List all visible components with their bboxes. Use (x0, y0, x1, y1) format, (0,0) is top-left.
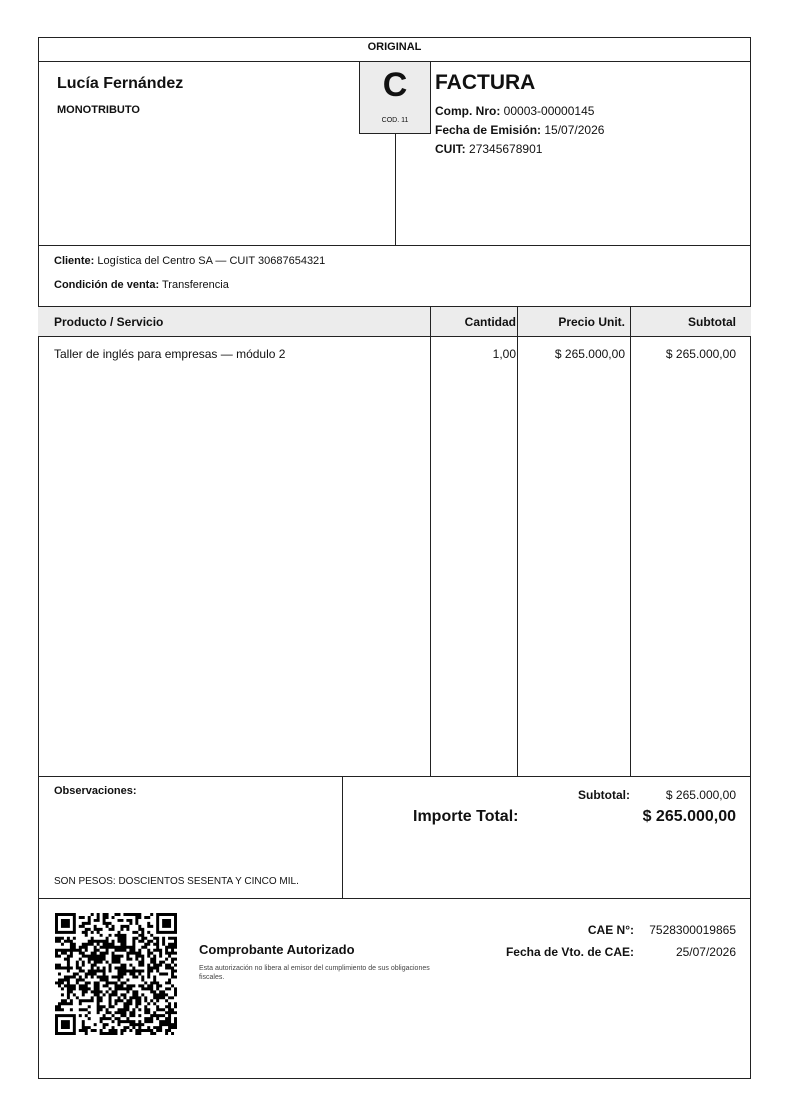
column-divider (430, 306, 431, 776)
invoice-date-label: Fecha de Emisión: (435, 123, 542, 137)
qr-modules (55, 913, 177, 1035)
divider (38, 776, 751, 777)
divider (38, 245, 751, 246)
client-label: Cliente: (54, 255, 95, 267)
column-divider (517, 306, 518, 776)
invoice-date-value: 15/07/2026 (544, 123, 605, 137)
column-divider (630, 306, 631, 776)
invoice-number-value: 00003-00000145 (503, 104, 595, 118)
total-label: Importe Total: (413, 808, 519, 825)
invoice-number-label: Comp. Nro: (435, 104, 501, 118)
sale-condition-label: Condición de venta: (54, 279, 160, 291)
invoice-cuit (435, 142, 542, 156)
copy-label: ORIGINAL (367, 41, 422, 53)
issuer-name: Lucía Fernández (57, 75, 184, 92)
total-value: $ 265.000,00 (642, 808, 736, 825)
cae-due-value: 25/07/2026 (675, 945, 736, 959)
subtotal-value: $ 265.000,00 (665, 788, 736, 802)
divider (38, 898, 751, 899)
sale-condition-line (54, 279, 229, 291)
invoice-cuit-label: CUIT: (435, 142, 466, 156)
invoice-code: COD. 11 (381, 117, 409, 124)
header-subtotal: Subtotal (688, 315, 736, 329)
row-product: Taller de inglés para empresas — módulo 2 (54, 347, 286, 361)
header-quantity: Cantidad (464, 315, 516, 329)
subtotal-label: Subtotal: (578, 788, 630, 802)
row-subtotal: $ 265.000,00 (665, 347, 736, 361)
invoice-cuit-value: 27345678901 (469, 142, 543, 156)
cae-value: 7528300019865 (649, 923, 736, 937)
authorization-title: Comprobante Autorizado (199, 942, 355, 957)
invoice-letter-box (359, 61, 431, 134)
row-quantity: 1,00 (492, 347, 516, 361)
invoice-date (435, 123, 604, 137)
amount-in-words: SON PESOS: DOSCIENTOS SESENTA Y CINCO MIL. (54, 876, 299, 887)
invoice-number (435, 104, 594, 118)
cae-label: CAE N°: (587, 923, 634, 937)
cae-due-label: Fecha de Vto. de CAE: (505, 945, 634, 959)
header-center-divider (395, 134, 396, 246)
header-unit-price: Precio Unit. (558, 315, 625, 329)
authorization-note: Esta autorización no libera al emisor del cumplimiento de sus obligaciones fiscales. (199, 965, 430, 981)
invoice-title: FACTURA (435, 71, 536, 94)
client-value: Logística del Centro SA — CUIT 30687654321 (97, 255, 326, 267)
header-product: Producto / Servicio (54, 315, 164, 329)
client-line (54, 255, 325, 267)
row-unit-price: $ 265.000,00 (554, 347, 625, 361)
sale-condition-value: Transferencia (161, 279, 229, 291)
qr-code (55, 913, 177, 1035)
observations-label: Observaciones: (54, 785, 137, 797)
issuer-tax-condition: MONOTRIBUTO (57, 104, 140, 116)
invoice-letter: C (382, 66, 408, 104)
observations-divider (342, 776, 343, 898)
